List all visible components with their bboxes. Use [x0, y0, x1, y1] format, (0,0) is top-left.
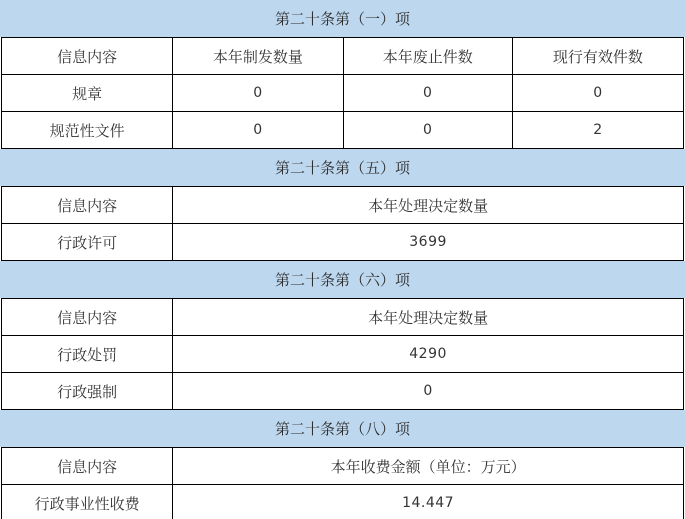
column-header-cell: 信息内容 — [2, 299, 173, 336]
column-header-cell: 本年制发数量 — [173, 38, 344, 75]
column-header-cell: 信息内容 — [2, 187, 173, 224]
value-cell: 0 — [173, 112, 344, 149]
section-2-header — [0, 149, 685, 186]
value-cell: 0 — [173, 373, 684, 410]
table-row — [2, 112, 684, 149]
table-row — [2, 373, 684, 410]
section-2-column-header-row — [2, 187, 684, 224]
value-cell: 0 — [343, 75, 512, 112]
row-label-cell: 行政事业性收费 — [2, 485, 173, 519]
section-1-column-header-row — [2, 38, 684, 75]
value-cell: 4290 — [173, 336, 684, 373]
value-cell: 3699 — [173, 224, 684, 261]
column-header-cell: 信息内容 — [2, 38, 173, 75]
table-row — [2, 224, 684, 261]
row-label-cell: 行政强制 — [2, 373, 173, 410]
section-4-column-header-row — [2, 448, 684, 485]
column-header-cell: 本年收费金额（单位：万元） — [173, 448, 684, 485]
section-3-title: 第二十条第（六）项 — [274, 271, 410, 289]
table-row — [2, 336, 684, 373]
section-3-table — [1, 298, 684, 410]
section-3-header — [0, 261, 685, 298]
row-label-cell: 规章 — [2, 75, 173, 112]
table-row — [2, 485, 684, 519]
section-3-column-header-row — [2, 299, 684, 336]
row-label-cell: 行政许可 — [2, 224, 173, 261]
column-header-cell: 本年处理决定数量 — [173, 299, 684, 336]
column-header-cell: 本年废止件数 — [343, 38, 512, 75]
value-cell: 2 — [512, 112, 683, 149]
value-cell: 0 — [173, 75, 344, 112]
column-header-cell: 现行有效件数 — [512, 38, 683, 75]
section-4-header — [0, 410, 685, 447]
section-4-table — [1, 447, 684, 519]
table-row — [2, 75, 684, 112]
value-cell: 0 — [512, 75, 683, 112]
column-header-cell: 信息内容 — [2, 448, 173, 485]
value-cell: 14.447 — [173, 485, 684, 519]
column-header-cell: 本年处理决定数量 — [173, 187, 684, 224]
section-1-header — [0, 0, 685, 37]
value-cell: 0 — [343, 112, 512, 149]
section-1-table — [1, 37, 684, 149]
section-4-title: 第二十条第（八）项 — [274, 420, 410, 438]
section-2-table — [1, 186, 684, 261]
row-label-cell: 行政处罚 — [2, 336, 173, 373]
section-1-title: 第二十条第（一）项 — [274, 10, 410, 28]
section-2-title: 第二十条第（五）项 — [274, 159, 410, 177]
row-label-cell: 规范性文件 — [2, 112, 173, 149]
